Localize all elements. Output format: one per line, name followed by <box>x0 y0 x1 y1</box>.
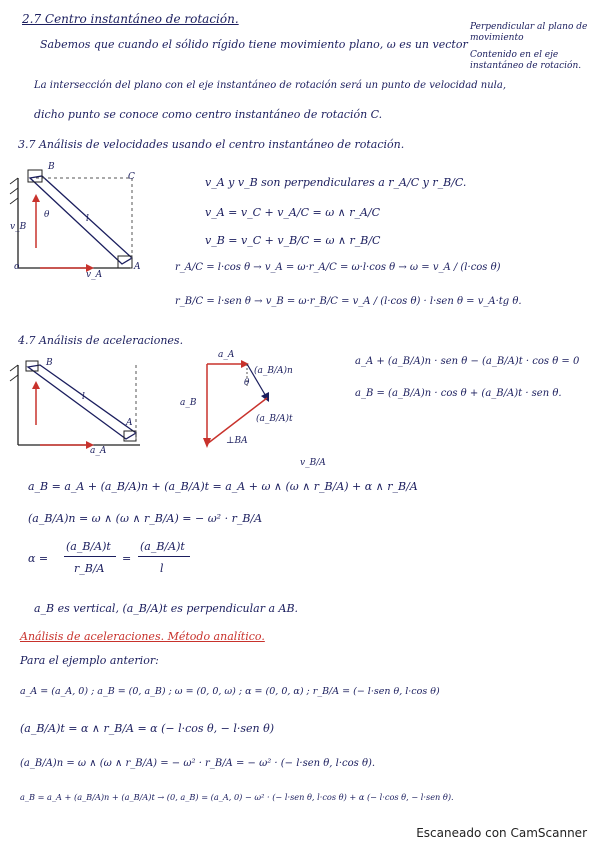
section-2-7-title: 2.7 Centro instantáneo de rotación. <box>22 12 239 26</box>
s47-eqC-den2: l <box>160 562 164 575</box>
s27-line1: Sabemos que cuando el sólido rígido tiene movimiento plano, ω es un vector <box>40 38 468 51</box>
tri-label-n1: (a_B/A)n <box>254 366 293 376</box>
s47-eqC-den1: r_B/A <box>74 562 105 575</box>
tri-label-t1: (a_B/A)t <box>256 414 293 424</box>
v-fig-label-vA: v_A <box>86 270 103 280</box>
v-fig-label-A: A <box>134 262 141 272</box>
section-3-7-title: 3.7 Análisis de velocidades usando el centro instantáneo de rotación. <box>18 138 405 151</box>
analytic-l2: (a_B/A)t = α ∧ r_B/A = α (− l·cos θ, − l·sen θ) <box>20 722 275 735</box>
tri-label-aA: a_A <box>218 350 235 360</box>
analytic-l1: a_A = (a_A, 0) ; a_B = (0, a_B) ; ω = (0, 0, ω) ; α = (0, 0, α) ; r_B/A = (− l·sen θ, l·cos θ) <box>20 686 440 697</box>
s47-eqR1: a_A + (a_B/A)n · sen θ − (a_B/A)t · cos θ = 0 <box>355 356 580 367</box>
analytic-l3: (a_B/A)n = ω ∧ (ω ∧ r_B/A) = − ω² · r_B/A = − ω² · (− l·sen θ, l·cos θ). <box>20 758 376 769</box>
s27-side1: Perpendicular al plano de movimiento <box>470 22 588 43</box>
v-fig-label-theta: θ <box>44 210 50 220</box>
s27-side2: Contenido en el eje instantáneo de rotación. <box>470 50 582 71</box>
analytic-l4: a_B = a_A + (a_B/A)n + (a_B/A)t → (0, a_B) = (a_A, 0) − ω² · (− l·sen θ, l·cos θ) + α (− l·cos θ, − l·sen θ). <box>20 792 454 802</box>
analytic-title: Análisis de aceleraciones. Método analítico. <box>20 630 265 643</box>
s37-eq5: r_B/C = l·sen θ → v_B = ω·r_B/C = v_A / (l·cos θ) · l·sen θ = v_A·tg θ. <box>175 296 522 307</box>
s47-note: a_B es vertical, (a_B/A)t es perpendicular a AB. <box>34 602 299 615</box>
s37-eq4: r_A/C = l·cos θ → v_A = ω·r_A/C = ω·l·cos θ → ω = v_A / (l·cos θ) <box>175 262 501 273</box>
v-fig-label-o: o <box>14 262 20 272</box>
s27-line3: dicho punto se conoce como centro instantáneo de rotación C. <box>34 108 383 121</box>
tri-label-theta: θ <box>244 378 250 388</box>
s37-eq3: v_B = v_C + v_B/C = ω ∧ r_B/C <box>205 234 381 247</box>
tri-label-aB: a_B <box>180 398 197 408</box>
a-fig-label-A: A <box>126 418 133 428</box>
frac-bar-2 <box>138 556 190 557</box>
frac-bar-1 <box>64 556 116 557</box>
analytic-sub: Para el ejemplo anterior: <box>20 654 159 667</box>
s37-eq2: v_A = v_C + v_A/C = ω ∧ r_A/C <box>205 206 381 219</box>
a-fig-label-aA: a_A <box>90 446 107 456</box>
s47-eqC-num2: (a_B/A)t <box>140 540 185 553</box>
s47-eqB: (a_B/A)n = ω ∧ (ω ∧ r_B/A) = − ω² · r_B/A <box>28 512 263 525</box>
section-4-7-title: 4.7 Análisis de aceleraciones. <box>18 334 184 347</box>
scanner-watermark: Escaneado con CamScanner <box>416 826 587 840</box>
s47-over: v_B/A <box>300 458 326 468</box>
s47-eqC-num1: (a_B/A)t <box>66 540 111 553</box>
s37-eq1: v_A y v_B son perpendiculares a r_A/C y r_B/C. <box>205 176 467 189</box>
a-fig-label-l: l <box>82 392 85 402</box>
s47-eqC-eq: = <box>122 552 132 565</box>
v-fig-label-B: B <box>48 162 55 172</box>
v-fig-label-vB: v_B <box>10 222 27 232</box>
s47-eqC-lhs: α = <box>28 552 49 565</box>
v-fig-label-C: C <box>128 172 135 182</box>
s47-eqR2: a_B = (a_B/A)n · cos θ + (a_B/A)t · sen θ. <box>355 388 562 399</box>
s47-eqA: a_B = a_A + (a_B/A)n + (a_B/A)t = a_A + ω ∧ (ω ∧ r_B/A) + α ∧ r_B/A <box>28 480 418 493</box>
velocity-figure <box>10 158 180 283</box>
v-fig-label-l: l <box>86 214 89 224</box>
a-fig-label-B: B <box>46 358 53 368</box>
s27-line2: La intersección del plano con el eje instantáneo de rotación será un punto de velocidad nula, <box>34 80 506 91</box>
tri-label-perp: ⊥BA <box>226 436 248 446</box>
